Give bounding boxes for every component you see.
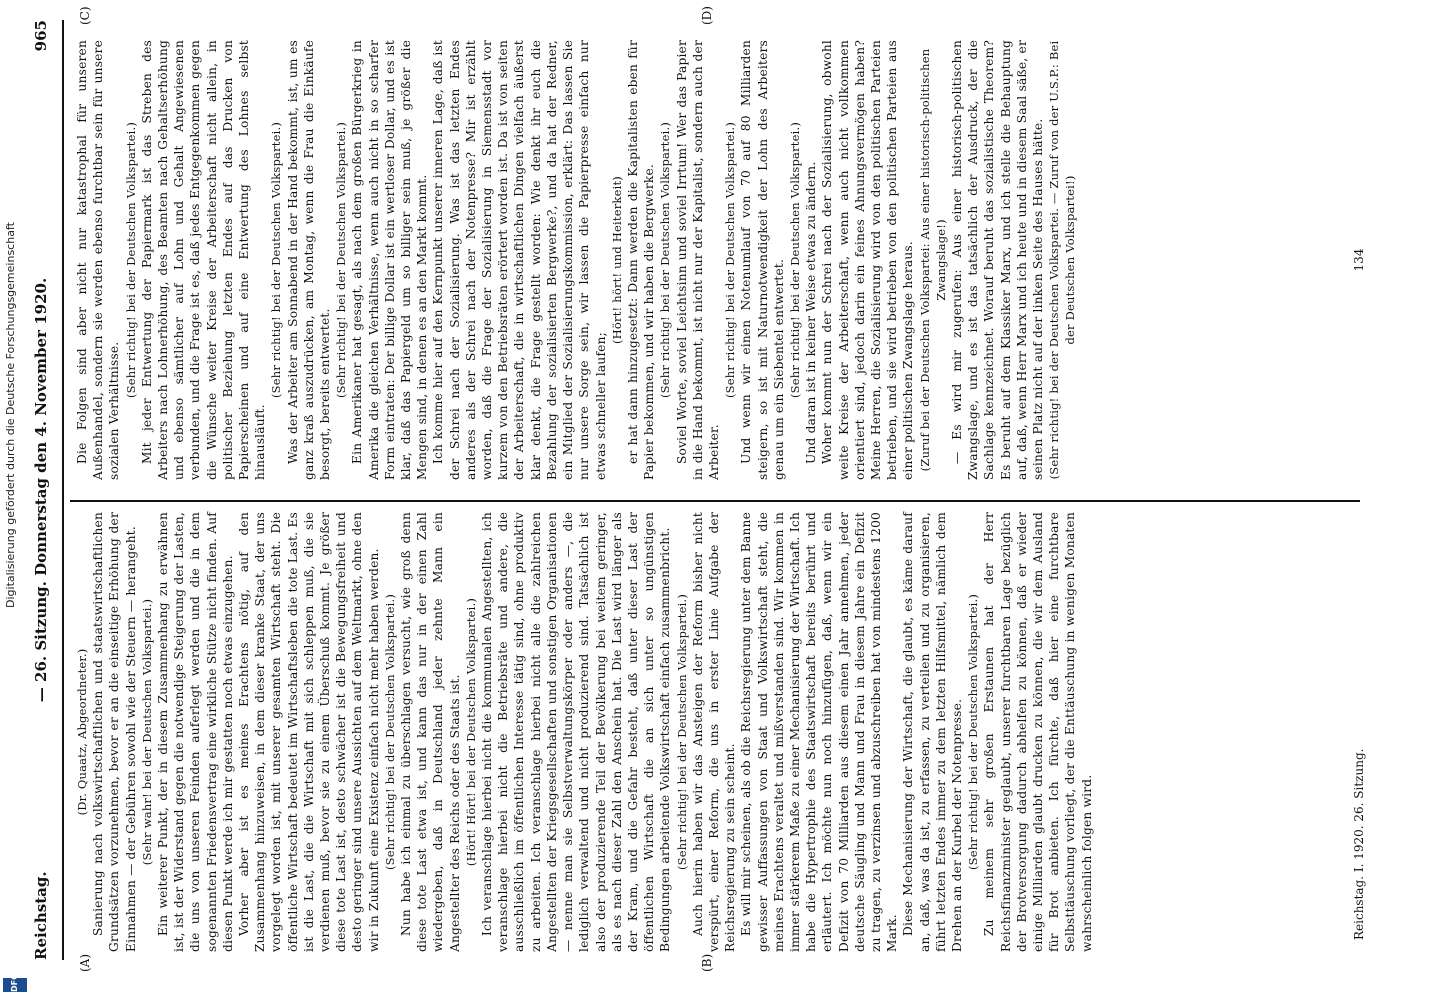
margin-marker-b: (B)	[700, 953, 714, 972]
paragraph: Was der Arbeiter am Sonnabend in der Hand bekommt, ist, um es ganz kraß auszudrücken, am Montag, wenn die Frau die Einkäufe besorgt, bereits entwertet.	[285, 40, 333, 480]
interjection: (Sehr richtig! bei der Deutschen Volkspartei.)	[269, 121, 284, 399]
column-divider	[70, 500, 1360, 502]
paragraph: Nun habe ich einmal zu überschlagen versucht, wie groß denn diese tote Last etwa ist, und kann das nur in der einen Zahl wiedergeben, daß in Deutschland jeder zehnte Mann ein Angestellter des Reichs oder des Staats ist.	[399, 512, 462, 952]
interjection: (Sehr richtig! bei der Deutschen Volkspartei.)	[382, 593, 397, 871]
paragraph: Zu meinem sehr großen Erstaunen hat der Herr Reichsfinanzminister geglaubt, unserer furchtbaren Lage bezüglich der Brotversorgung dadurch abhelfen zu können, daß er wieder einige Milliarden glaubt drucken zu können, die wir dem Ausland für Brot anbieten. Ich fürchte, daß hier eine furchtbare Selbsttäuschung vorliegt, der die Enttäuschung in wenigen Monaten wahrscheinlich folgen wird.	[982, 512, 1094, 952]
paragraph: Woher kommt nun der Schrei nach der Sozialisierung, obwohl weite Kreise der Arbeiterschaft, wenn auch nicht vollkommen orientiert sind, jedoch darin ein feines Ahnungsvermögen haben? Meine Herren, die Sozialisierung wird von den politischen Parteien betrieben, und sie wird betrieben von den politischen Parteien aus einer politischen Zwangslage heraus.	[820, 40, 916, 480]
paragraph: Die Folgen sind aber nicht nur katastrophal für unseren Außenhandel, sondern sie werden ebenso furchtbar sein für unsere sozialen Verhältnisse.	[75, 40, 122, 480]
paragraph: Und daran ist in keiner Weise etwas zu ändern.	[804, 161, 819, 464]
paragraph: — Es wird mir zugerufen: Aus einer historisch-politischen Zwangslage, und es ist das tatsächlich der Ausdruck, der die Sachlage kennzeichnet. Worauf beruht das sozialistische Theorem? Es beruht auf dem Klassiker Marx, und ich stelle die Behauptung auf, daß, wenn Herr Marx und ich heute und in diesem Saal säße, er seinen Platz nicht auf der linken Seite des Hauses hätte.	[949, 40, 1045, 480]
paragraph: Es will mir scheinen, als ob die Reichsregierung unter dem Banne gewisser Auffassungen von Staat und Volkswirtschaft steht, die meines Erachtens veraltet und mißverstanden sind. Wir kommen in immer stärkerem Maße zu einer Mechanisierung der Wirtschaft. Ich habe die Hypertrophie des Staatswirtschaft bereits berührt und erläutert. Ich möchte nun noch hinzufügen, daß, wenn wir ein Defizit von 70 Milliarden aus diesem einen Jahr annehmen, jeder deutsche Säugling und Mann und Frau in diesem Jahre ein Defizit zu tragen, zu verzinsen und abzuschreiben hat von mindestens 1200 Mark.	[739, 512, 900, 952]
paragraph: Ein Amerikaner hat gesagt, als nach dem großen Bürgerkrieg in Amerika die gleichen Verhältnisse, wenn auch nicht in so scharfer Form eintraten: Der billige Dollar ist ein wertloser Dollar, und es ist klar, daß das Papiergeld um so billiger sein muß, je größer die Mengen sind, in denen es an den Markt kommt.	[350, 40, 430, 480]
paragraph: Vorher aber ist es meines Erachtens nötig, auf den Zusammenhang hinzuweisen, in dem dieser kranke Staat, der uns vorgelegt worden ist, mit unserer gesamten Wirtschaft steht. Die öffentliche Wirtschaft bedeutet im Wirtschaftsleben die tote Last. Es ist die Last, die die Wirtschaft mit sich schleppen muß, die sie verdienen muß, bevor sie zu einem Überschuß kommt. Je größer diese tote Last ist, desto schwächer ist die Bewegungsfreiheit und desto geringer sind unsere Aussichten auf dem Weltmarkt, ohne den wir in Zukunft eine Existenz einfach nicht mehr haben werden.	[237, 512, 381, 952]
page-header	[22, 20, 64, 960]
footer-page-number: 134	[1352, 248, 1366, 272]
interjection: (Sehr wahr! bei der Deutschen Volkspartei.)	[139, 598, 154, 866]
interjection: (Hört! Hört! bei der Deutschen Volkspartei.)	[463, 597, 478, 867]
margin-marker-d: (D)	[700, 6, 714, 25]
interjection: (Sehr richtig! bei der Deutschen Volkspartei.)	[674, 593, 689, 871]
header-rule	[62, 20, 64, 960]
paragraph: Ich komme hier auf den Kernpunkt unserer inneren Lage, daß ist der Schrei nach der Sozialisierung. Was ist das letzten Endes anderes als der Schrei nach der Notenpresse? Mir ist erzählt worden, daß die Frage der Sozialisierung in Siemensstadt vor kurzem von den Betriebsräten erörtert worden ist. Da ist von seiten der Arbeiterschaft, die in wirtschaftlichen Dingen vielfach äußerst klar denkt, die Frage gestellt worden: Wie denkt ihr euch die Bezahlung der sozialisierten Bergwerke?, und da hat der Redner, ein Mitglied der Sozialisierungskommission, erklärt: Das lassen Sie nur unsere Sorge sein, wir lassen die Papierpresse einfach nur etwas schneller laufen;	[431, 40, 608, 480]
interjection: (Zuruf bei der Deutschen Volkspartei: Aus einer historisch-politischen Zwangslage!)	[917, 48, 948, 472]
interjection: (Sehr richtig! bei der Deutschen Volkspartei.)	[334, 121, 349, 399]
interjection: (Sehr richtig! bei der Deutschen Volkspartei.)	[658, 121, 673, 399]
dfg-logo: DFG	[3, 978, 27, 992]
header-left: Reichstag.	[32, 871, 50, 960]
interjection: (Sehr richtig! bei der Deutschen Volkspartei.)	[123, 121, 138, 399]
right-column	[74, 40, 1079, 480]
paragraph: Ich veranschlage hierbei nicht die kommunalen Angestellten, ich veranschlage hierbei nicht die Betriebsräte und andere, die ausschließlich im öffentlichen Interesse tätig sind, ohne produktiv zu arbeiten. Ich veranschlage hierbei nicht alle die zahlreichen Angestellten der Kriegsgesellschaften und sonstigen Organisationen — nenne man sie Selbstverwaltungskörper oder anders —, die lediglich verwaltend und nicht produzierend sind. Tatsächlich ist also der produzierende Teil der Bevölkerung bei weitem geringer, als es nach dieser Zahl den Anschein hat. Die Last wird länger als der Kram, und die Gefahr besteht, daß unter dieser Last der öffentlichen Wirtschaft die an sich unter so ungünstigen Bedingungen arbeitende Volkswirtschaft einfach zusammenbricht.	[480, 512, 673, 952]
paragraph: Ein weiterer Punkt, der in diesem Zusammenhang zu erwähnen ist, ist der Widerstand gegen die notwendige Steigerung der Lasten, die uns von unseren Feinden auferlegt werden und die in dem sogenannten Friedensvertrag eine wirkliche Stütze nicht finden. Auf diesen Punkt werde ich mir gestatten noch etwas einzugehen.	[156, 512, 235, 952]
interjection: (Hört! hört! und Heiterkeit)	[609, 176, 624, 344]
paragraph: er hat dann hinzugesetzt: Dann werden die Kapitalisten eben für Papier bekommen, und wir haben die Bergwerke.	[625, 40, 657, 480]
paragraph: Mit jeder Entwertung der Papiermark ist das Streben des Arbeiters nach Lohnerhöhung, des Beamten nach Gehaltserhöhung und ebenso sämtlicher auf Lohn und Gehalt Angewiesenen verbunden, und die Frage ist es, daß jedes Entgegenkommen gegen die Wünsche weiter Kreise der Arbeiterschaft nicht allein, in politischer Beziehung letzten Endes auf das Drucken von Papierscheinen und auf eine Entwertung des Lohnes selbst hinausläuft.	[139, 40, 268, 480]
left-column	[74, 512, 1095, 952]
paragraph: Diese Mechanisierung der Wirtschaft, die glaubt, es käme darauf an, daß, was da ist, zu erfassen, zu verteilen und zu organisieren, führt letzten Endes immer zu dem letzten Hilfsmittel, nämlich dem Drehen an der Kurbel der Notenpresse.	[901, 512, 964, 952]
digitization-credit: Digitalisierung gefördert durch die Deutsche Forschungsgemeinschaft	[4, 222, 17, 608]
margin-marker-c: (C)	[78, 6, 92, 25]
interjection: (Sehr richtig! bei der Deutschen Volkspartei.)	[966, 593, 981, 871]
paragraph: Soviel Worte, soviel Leichtsinn und soviel Irrtum! Wer das Papier in die Hand bekommt, ist nicht nur der Kapitalist, sondern auch der Arbeiter.	[674, 40, 721, 480]
interjection: (Dr. Quaatz, Abgeordneter.)	[75, 648, 89, 816]
paragraph: Auch hierin haben wir das Ansteigen der Reform bisher nicht verspürt, einer Reform, die uns in erster Linie Aufgabe der Reichsregierung zu sein scheint.	[690, 512, 738, 952]
page-number: 965	[32, 20, 50, 52]
interjection: (Sehr richtig! bei der Deutschen Volkspartei.)	[723, 121, 738, 399]
footer-left: Reichstag. I. 1920. 26. Sitzung.	[1352, 748, 1366, 940]
margin-marker-a: (A)	[78, 953, 92, 972]
paragraph: Sanierung nach volkswirtschaftlichen und staatswirtschaftlichen Grundsätzen vorzunehmen, bevor er an die einseitige Erhöhung der Einnahmen — der Gebühren sowohl wie der Steuern — herangeht.	[91, 512, 138, 952]
interjection: (Sehr richtig! bei der Deutschen Volkspartei.)	[787, 121, 802, 399]
interjection: (Sehr richtig! bei der Deutschen Volkspartei. — Zuruf von der U.S.P.: Bei der Deutschen Volkspartei!)	[1047, 40, 1078, 480]
header-center: — 26. Sitzung. Donnerstag den 4. November 1920.	[32, 277, 50, 703]
paragraph: Und wenn wir einen Notenumlauf von 70 auf 80 Milliarden steigern, so ist mit Naturnotwendigkeit der Lohn des Arbeiters genau um ein Siebentel entwertet.	[739, 40, 786, 480]
